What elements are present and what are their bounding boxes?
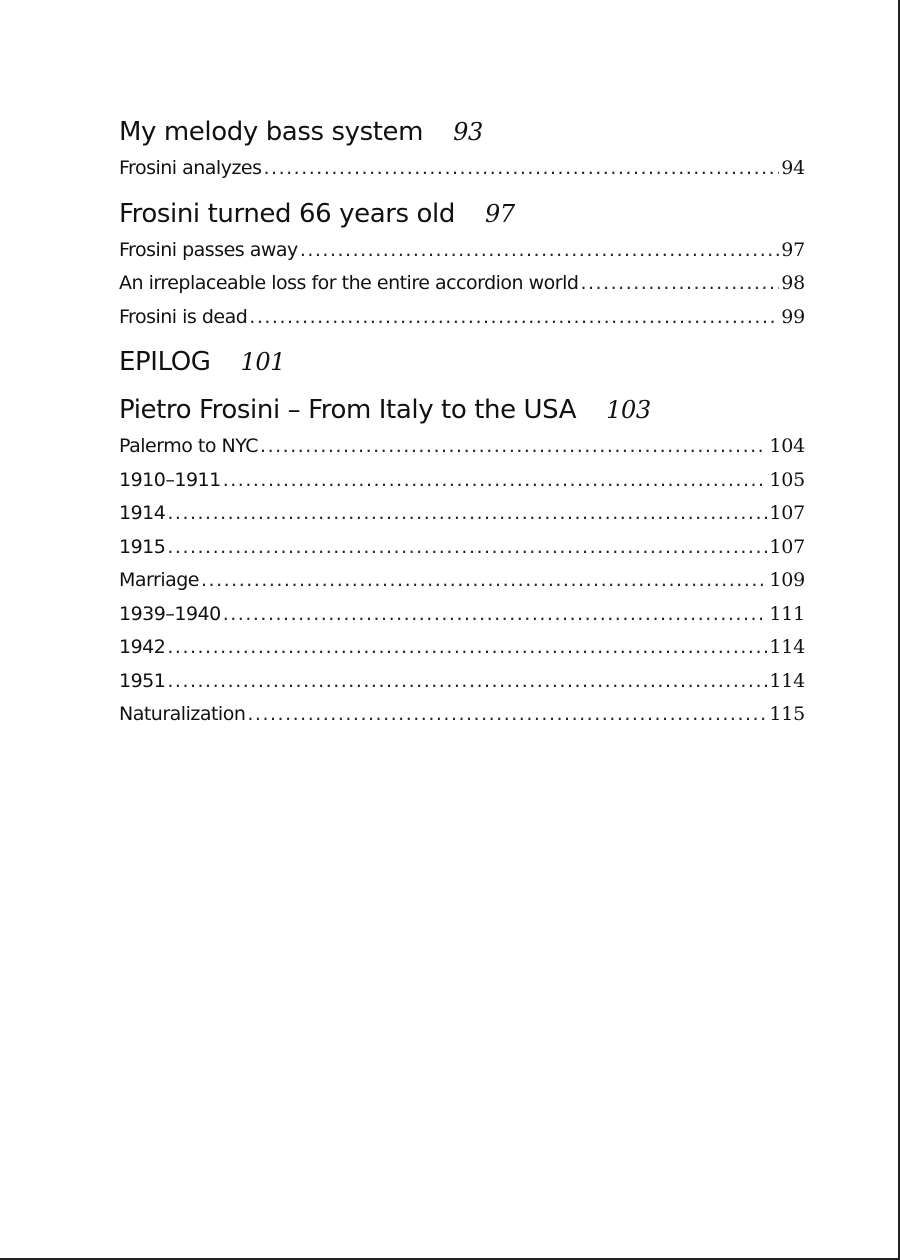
entry-title: Frosini passes away bbox=[119, 238, 298, 261]
entry-page-number: 99 bbox=[781, 305, 805, 328]
chapter-entries bbox=[119, 430, 805, 732]
chapter-page-number: 93 bbox=[453, 118, 483, 146]
entry-title: Naturalization bbox=[119, 703, 246, 725]
toc-entry bbox=[119, 234, 805, 268]
dot-leader bbox=[249, 301, 779, 335]
entry-title: 1910–1911 bbox=[119, 468, 221, 491]
entry-title: 1914 bbox=[119, 502, 166, 524]
chapter-entries bbox=[119, 234, 805, 335]
toc-entry bbox=[119, 531, 805, 565]
entry-title: An irreplaceable loss for the entire accordion world bbox=[119, 272, 579, 294]
table-of-contents bbox=[119, 112, 805, 732]
toc-entry bbox=[119, 464, 805, 498]
entry-page-number: 105 bbox=[769, 468, 805, 491]
dot-leader bbox=[201, 564, 767, 598]
chapter-page-number: 97 bbox=[484, 199, 515, 228]
toc-chapter bbox=[119, 390, 805, 732]
entry-page-number: 107 bbox=[769, 502, 805, 524]
entry-title: 1942 bbox=[119, 636, 166, 658]
dot-leader bbox=[167, 531, 767, 565]
chapter-heading bbox=[119, 112, 805, 152]
entry-page-number: 111 bbox=[769, 602, 805, 625]
chapter-heading bbox=[119, 194, 805, 234]
entry-page-number: 109 bbox=[769, 569, 805, 591]
entry-title: 1939–1940 bbox=[119, 602, 221, 625]
chapter-page-number: 103 bbox=[606, 396, 651, 424]
chapter-heading bbox=[119, 342, 805, 382]
entry-title: 1951 bbox=[119, 669, 166, 692]
chapter-page-number: 101 bbox=[240, 348, 286, 376]
chapter-title: EPILOG bbox=[119, 347, 211, 377]
toc-chapter bbox=[119, 112, 805, 186]
toc-entry bbox=[119, 430, 805, 464]
entry-page-number: 94 bbox=[781, 157, 805, 179]
toc-entry bbox=[119, 631, 805, 665]
dot-leader bbox=[580, 267, 779, 301]
entry-title: 1915 bbox=[119, 535, 166, 558]
chapter-title: My melody bass system bbox=[119, 117, 424, 147]
chapter-title: Pietro Frosini – From Italy to the USA bbox=[119, 395, 577, 425]
entry-page-number: 114 bbox=[769, 669, 805, 692]
dot-leader bbox=[264, 152, 780, 186]
toc-entry bbox=[119, 497, 805, 531]
dot-leader bbox=[223, 598, 768, 632]
entry-page-number: 104 bbox=[769, 435, 805, 457]
toc-entry bbox=[119, 267, 805, 301]
dot-leader bbox=[223, 464, 768, 498]
entry-page-number: 97 bbox=[781, 238, 805, 261]
chapter-entries bbox=[119, 152, 805, 186]
entry-page-number: 98 bbox=[781, 272, 805, 294]
entry-page-number: 107 bbox=[769, 535, 805, 558]
entry-page-number: 114 bbox=[769, 636, 805, 658]
dot-leader bbox=[260, 430, 767, 464]
toc-entry bbox=[119, 152, 805, 186]
toc-entry bbox=[119, 564, 805, 598]
entry-title: Palermo to NYC bbox=[119, 435, 259, 457]
dot-leader bbox=[167, 497, 767, 531]
dot-leader bbox=[300, 234, 779, 268]
toc-entry bbox=[119, 598, 805, 632]
toc-entry bbox=[119, 665, 805, 699]
entry-title: Marriage bbox=[119, 569, 199, 591]
toc-chapter bbox=[119, 342, 805, 382]
dot-leader bbox=[167, 665, 767, 699]
toc-entry bbox=[119, 698, 805, 732]
entry-title: Frosini analyzes bbox=[119, 157, 262, 179]
dot-leader bbox=[167, 631, 767, 665]
toc-chapter bbox=[119, 194, 805, 335]
entry-title: Frosini is dead bbox=[119, 305, 248, 328]
chapter-title: Frosini turned 66 years old bbox=[119, 198, 455, 229]
dot-leader bbox=[247, 698, 767, 732]
entry-page-number: 115 bbox=[769, 703, 805, 725]
toc-entry bbox=[119, 301, 805, 335]
chapter-heading bbox=[119, 390, 805, 430]
